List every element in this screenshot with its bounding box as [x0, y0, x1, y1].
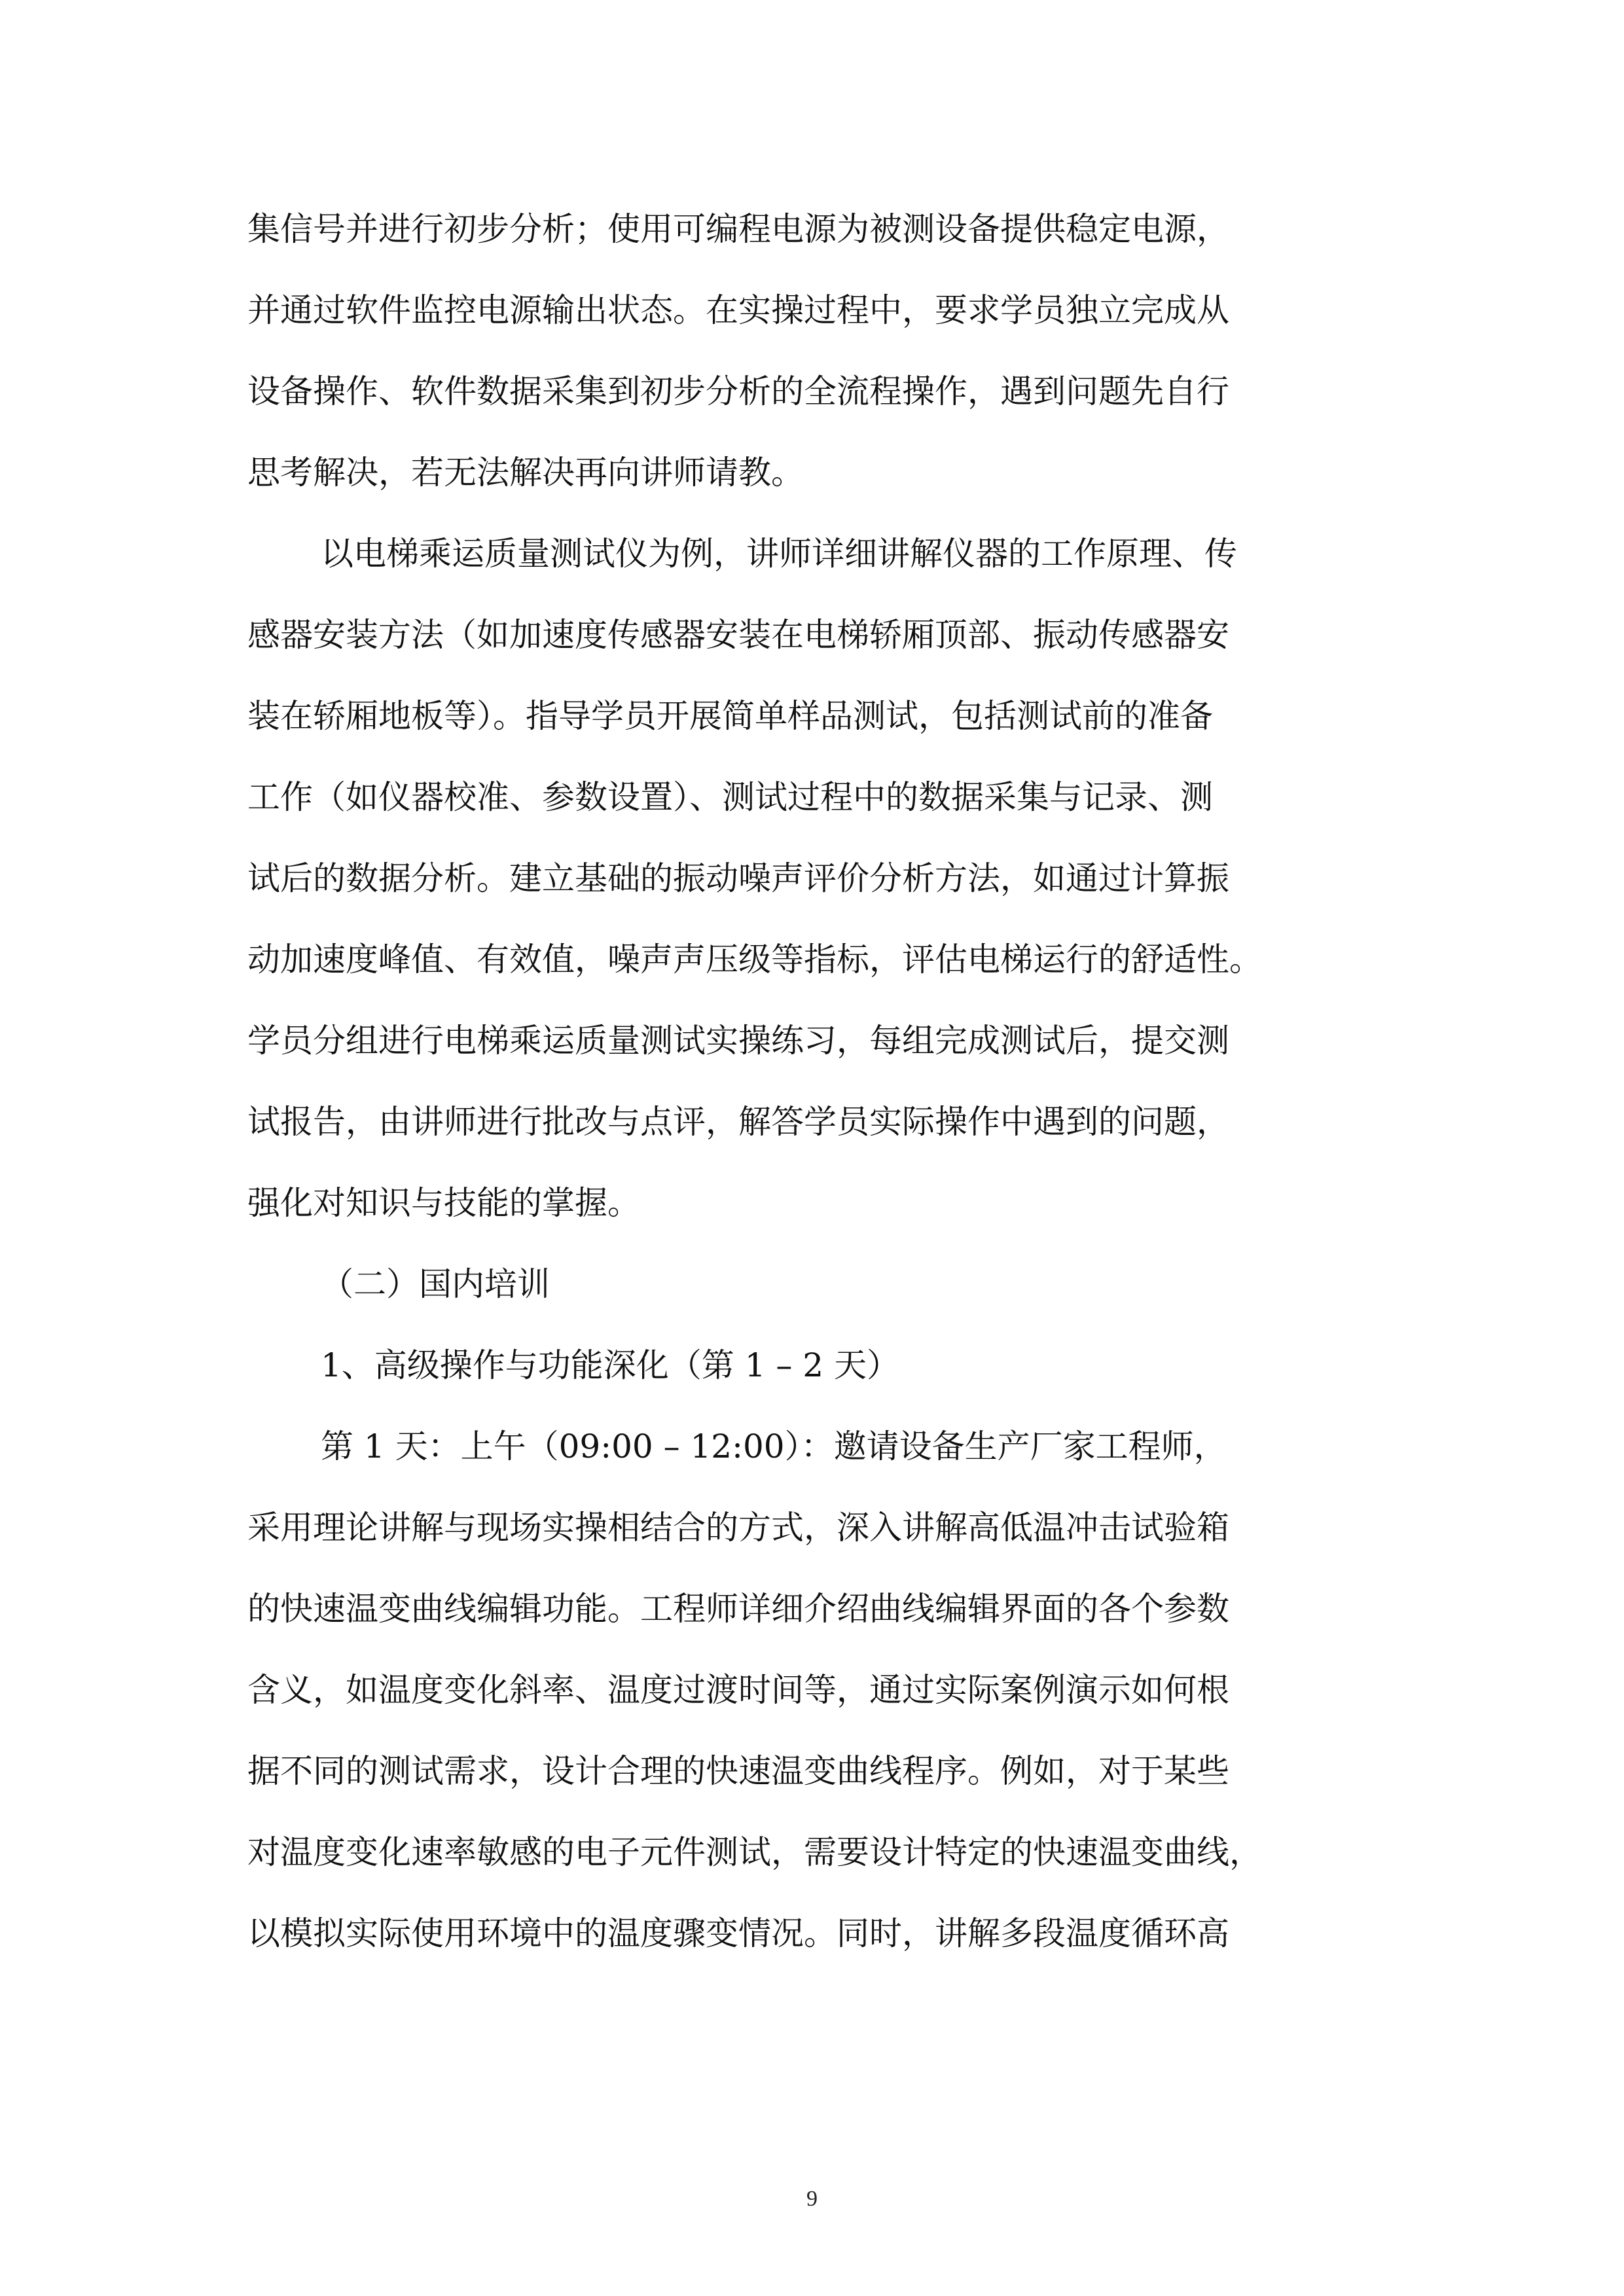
text-line: 以电梯乘运质量测试仪为例，讲师详细讲解仪器的工作原理、传: [321, 535, 1237, 573]
text-line: 含义，如温度变化斜率、温度过渡时间等，通过实际案例演示如何根: [247, 1671, 1229, 1709]
text-line: 对温度变化速率敏感的电子元件测试，需要设计特定的快速温变曲线，: [247, 1833, 1262, 1871]
text-line: 动加速度峰值、有效值，噪声声压级等指标，评估电梯运行的舒适性。: [247, 941, 1262, 978]
text-line: 设备操作、软件数据采集到初步分析的全流程操作，遇到问题先自行: [247, 372, 1229, 410]
text-line: 的快速温变曲线编辑功能。工程师详细介绍曲线编辑界面的各个参数: [247, 1590, 1229, 1628]
text-line: 工作（如仪器校准、参数设置）、测试过程中的数据采集与记录、测: [247, 778, 1213, 816]
text-line: 第 1 天：上午（09:00 – 12:00）：邀请设备生产厂家工程师，: [321, 1427, 1227, 1465]
text-line: 试后的数据分析。建立基础的振动噪声评价分析方法，如通过计算振: [247, 859, 1229, 897]
text-line: 据不同的测试需求，设计合理的快速温变曲线程序。例如，对于某些: [247, 1752, 1229, 1790]
text-line: 采用理论讲解与现场实操相结合的方式，深入讲解高低温冲击试验箱: [247, 1509, 1229, 1547]
section-heading: （二）国内培训: [321, 1265, 550, 1303]
text-line: 集信号并进行初步分析；使用可编程电源为被测设备提供稳定电源，: [247, 210, 1229, 248]
text-line: 学员分组进行电梯乘运质量测试实操练习，每组完成测试后，提交测: [247, 1022, 1229, 1060]
text-line: 思考解决，若无法解决再向讲师请教。: [247, 454, 804, 492]
page-number: 9: [806, 2187, 818, 2211]
text-line: 并通过软件监控电源输出状态。在实操过程中，要求学员独立完成从: [247, 291, 1229, 329]
subsection-heading: 1、高级操作与功能深化（第 1 – 2 天）: [321, 1346, 900, 1384]
text-line: 以模拟实际使用环境中的温度骤变情况。同时，讲解多段温度循环高: [247, 1914, 1229, 1952]
text-line: 试报告，由讲师进行批改与点评，解答学员实际操作中遇到的问题，: [247, 1103, 1229, 1141]
text-line: 装在轿厢地板等）。指导学员开展简单样品测试，包括测试前的准备: [247, 697, 1213, 735]
text-line: 强化对知识与技能的掌握。: [247, 1184, 640, 1222]
text-line: 感器安装方法（如加速度传感器安装在电梯轿厢顶部、振动传感器安: [247, 616, 1229, 654]
